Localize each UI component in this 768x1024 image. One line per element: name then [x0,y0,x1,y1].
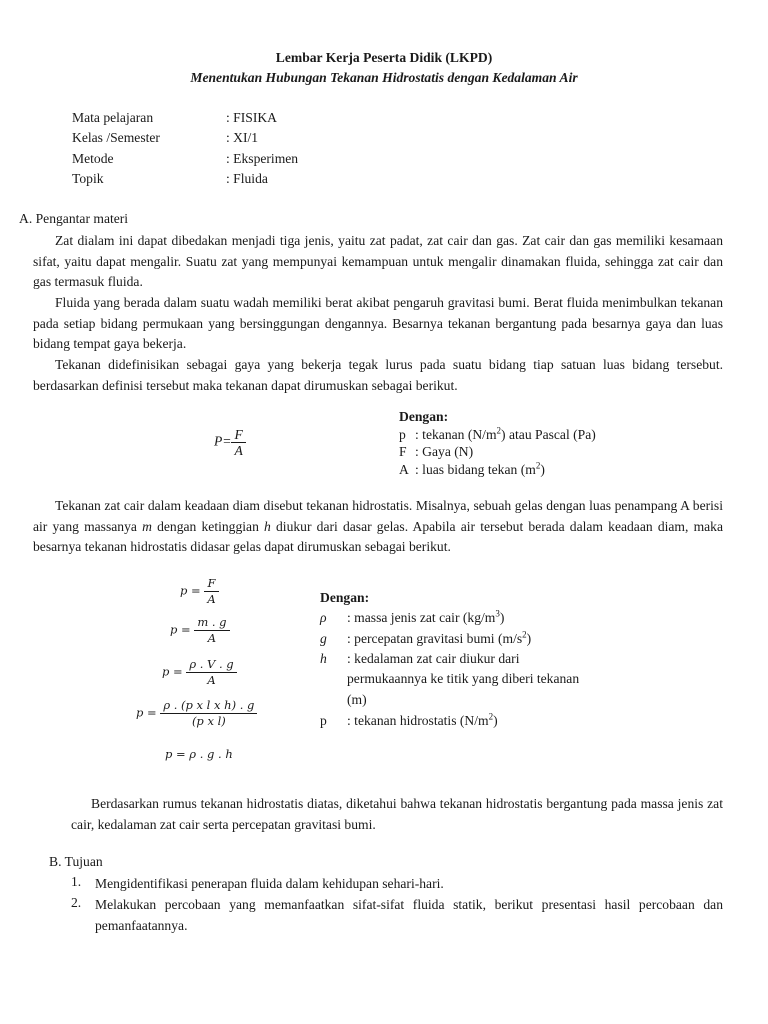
formula-lhs: P= [214,433,232,449]
paragraph-4: Tekanan zat cair dalam keadaan diam disebut tekanan hidrostatis. Misalnya, sebuah gelas dengan luas penampang A berisi air yang massanya m dengan ketinggian h diukur dari dasar gelas. Apabila air tersebut berada dalam keadaan diam, maka besarnya tekanan hidrostatis didasar gelas dapat dirumuskan sebagai berikut. [33,498,724,554]
derivation-step-5: p = ρ . g . h [165,747,233,761]
info-value-topic: : Fluida [226,171,268,186]
paragraph-1: Zat dialam ini dapat dibedakan menjadi tiga jenis, yaitu zat padat, zat cair dan gas. Zat cair dan gas memiliki kesamaan sifat, yaitu dapat mengalir. Suatu zat yang mempunyai kemampuan untuk mengalir dinamakan fluida, sehingga zat cair dan gas termasuk fluida. [33,233,723,289]
paragraph-2: Fluida yang berada dalam suatu wadah memiliki berat akibat pengaruh gravitasi bumi. Berat fluida menimbulkan tekanan pada setiap bidang permukaan yang bersinggungan dengannya. Besarnya tekanan bergantung pada besarnya gaya dan luas bidang tempat gaya bekerja. [33,295,723,351]
pressure-formula [214,427,246,458]
derivation-step-4: p = $\frac{\text{ρ . (p x l x h) . g}}{\text{(p x l)}}$ [136,698,257,729]
list-item: 2. Melakukan percobaan yang memanfaatkan sifat-sifat fluida statik, berikut presentasi hasil percobaan dan pemanfaatannya. [71,895,723,933]
derivation-step-1: p = $\frac{F}{A}$ [180,576,219,607]
section-b-heading: B. Tujuan [49,854,103,869]
document-subtitle: Menentukan Hubungan Tekanan Hidrostatis dengan Kedalaman Air [190,70,578,85]
document-title: Lembar Kerja Peserta Didik (LKPD) [275,50,493,65]
legend2-depth-line3: (m) [347,692,367,707]
derivation-step-2: p = $\frac{m . g}{A}$ [170,615,230,646]
legend2-gravity: g : percepatan gravitasi bumi $(m/s^2)$ [320,629,532,646]
paragraph-3: Tekanan didefinisikan sebagai gaya yang bekerja tegak lurus pada suatu bidang tiap satuan luas bidang tersebut. berdasarkan definisi tersebut maka tekanan dapat dirumuskan sebagai berikut. [33,357,723,393]
section-a-heading: A. Pengantar materi [19,211,129,226]
legend-title: Dengan: [399,409,449,424]
info-label-class: Kelas /Semester [72,130,160,145]
legend2-depth-line2: permukaannya ke titik yang diberi tekanan [347,671,580,686]
legend-force: F : Gaya (N) [399,444,474,459]
legend2-title: Dengan: [320,590,370,605]
list-item: 1. Mengidentifikasi penerapan fluida dalam kehidupan sehari-hari. [71,874,444,891]
legend-area: A : luas bidang tekan $(m^2)$ [399,460,545,477]
info-label-subject: Mata pelajaran [72,110,154,125]
legend2-pressure: p : tekanan hidrostatis $(N/m^2)$ [320,711,498,728]
info-value-method: : Eksperimen [226,151,299,166]
derivation-step-3: p = $\frac{\rho . V . g}{A}$ [162,657,237,688]
formula-denominator: A [234,443,243,458]
info-value-class: : XI/1 [226,130,259,145]
paragraph-5: Berdasarkan rumus tekanan hidrostatis diatas, diketahui bahwa tekanan hidrostatis bergantung pada massa jenis zat cair, kedalaman zat cair serta percepatan gravitasi bumi. [71,796,723,832]
legend2-depth: h : kedalaman zat cair diukur dari [320,651,520,666]
legend-pressure: p : tekanan $(N/m^2)$ atau Pascal (Pa) [399,425,596,442]
info-label-topic: Topik [72,171,104,186]
info-label-method: Metode [72,151,114,166]
legend2-density: ρ : massa jenis zat cair $(kg/m^3)$ [320,608,505,625]
info-value-subject: : FISIKA [226,110,277,125]
formula-numerator: F [231,427,245,443]
